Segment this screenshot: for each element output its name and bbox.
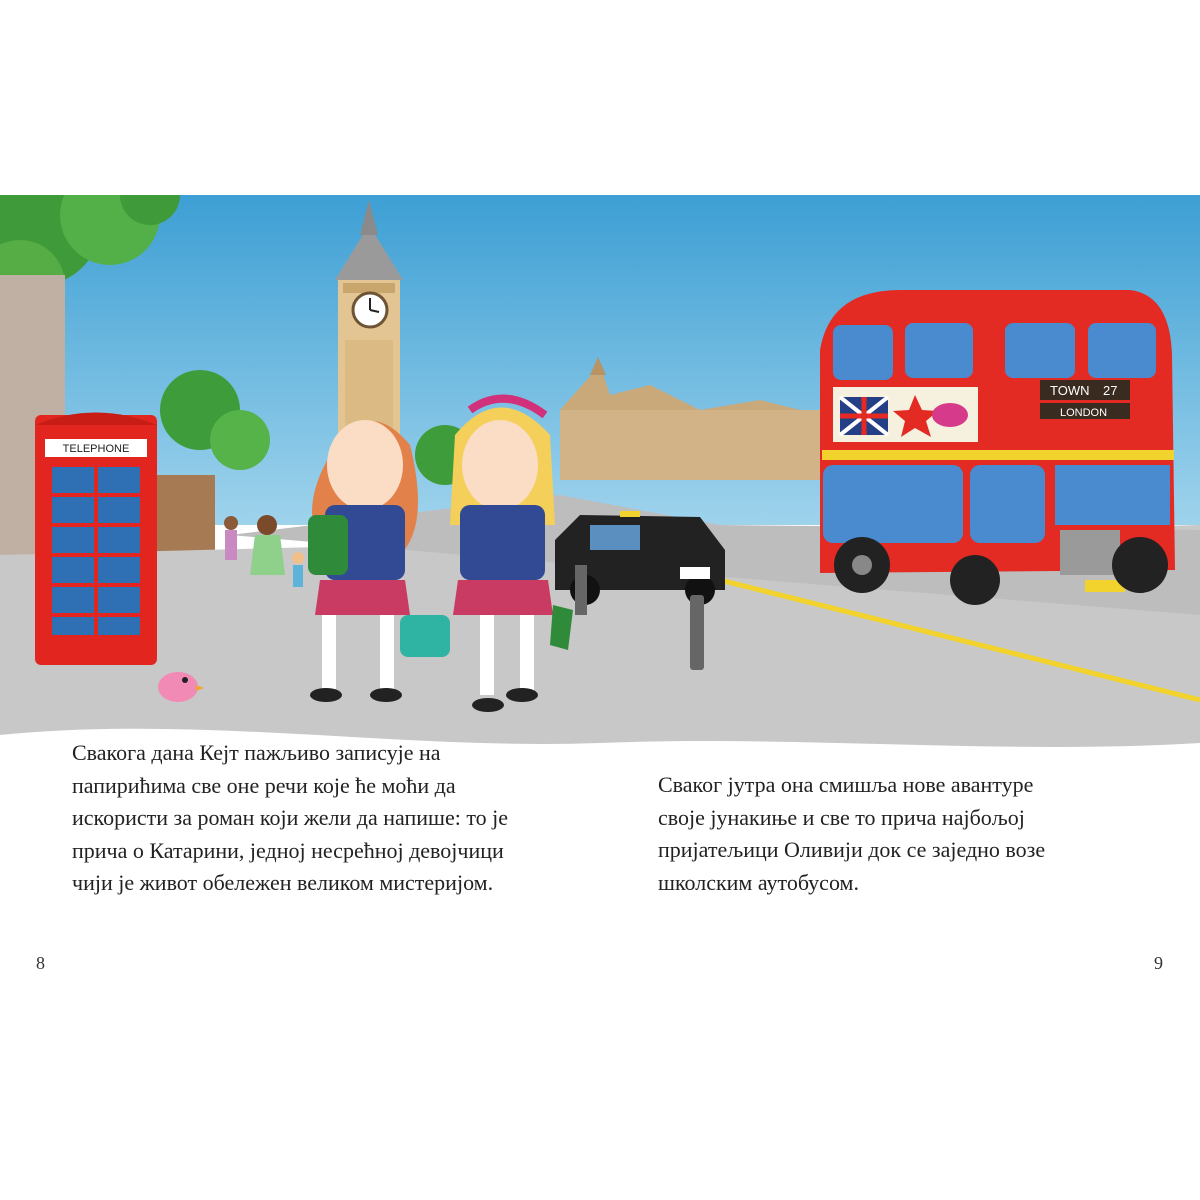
illustration	[0, 195, 1200, 760]
bollard	[690, 595, 704, 670]
paragraph-line: своје јунакиње и све то прича најбољој	[658, 804, 1025, 830]
paragraph-line: чији је живот обележен великом мистеријом.	[72, 870, 494, 895]
bollard	[575, 565, 587, 615]
paragraph-line: искористи за роман који жели да напише: то је	[72, 805, 509, 830]
paragraph-line: прича о Катарини, једној несрећној девојчици	[72, 837, 504, 863]
red-double-decker-bus	[820, 290, 1175, 605]
telephone-booth	[35, 413, 157, 666]
paragraph-line: Свакога дана Кејт пажљиво записује на	[72, 740, 441, 765]
paragraph-line: Сваког јутра она смишља нове авантуре	[658, 772, 1034, 797]
paragraph-line: пријатељици Оливији док се заједно возе	[658, 837, 1046, 862]
bus-number: 27	[1103, 383, 1118, 398]
paragraph-line: школским аутобусом.	[658, 869, 859, 895]
bus-route: TOWN	[1050, 383, 1090, 398]
right-page-text	[658, 769, 1045, 899]
left-page-text	[72, 737, 508, 900]
page-number-right: 9	[1154, 953, 1163, 973]
booth-sign: TELEPHONE	[62, 443, 130, 455]
paragraph-line: папирићима све оне речи које ће моћи да	[72, 772, 456, 798]
bus-destination: LONDON	[1060, 407, 1108, 419]
page-number-left: 8	[36, 953, 45, 973]
